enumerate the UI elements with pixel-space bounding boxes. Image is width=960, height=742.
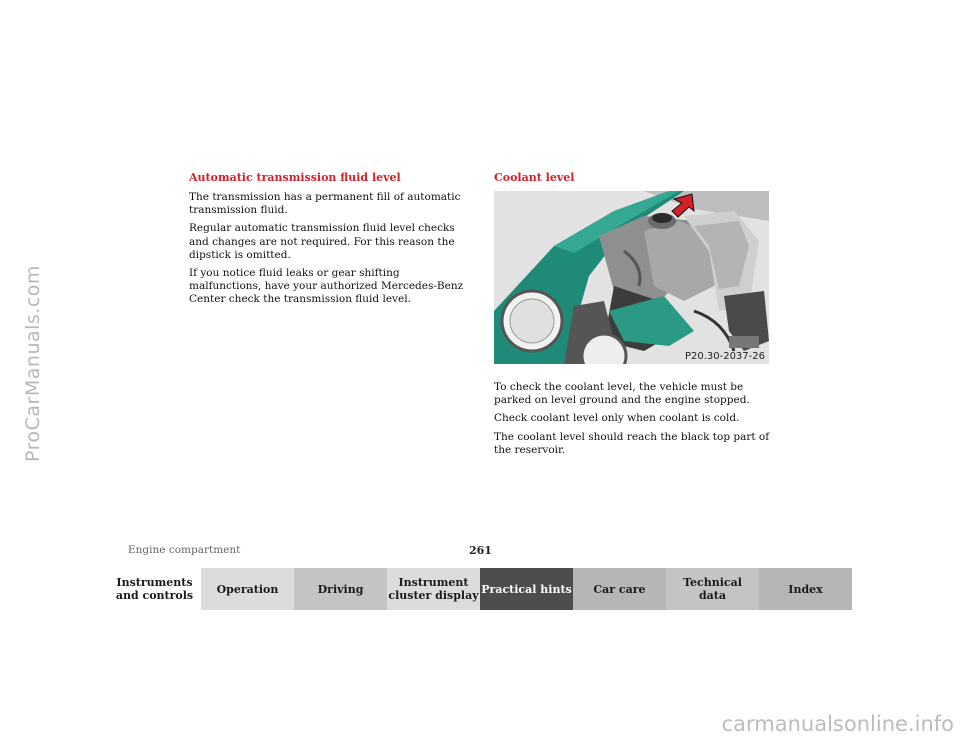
engine-compartment-illustration [494, 191, 769, 364]
tab-label: Practical hints [481, 582, 572, 596]
paragraph-leaks-malfunctions: If you notice fluid leaks or gear shifting malfunctions, have your authorized Mercedes-Benz Center check the transmission fluid level. [189, 267, 464, 306]
tab-label: Operation [216, 582, 279, 596]
engine-compartment-figure [494, 191, 769, 364]
chapter-navigation-bar [108, 568, 852, 610]
tab-label: Index [788, 582, 823, 596]
paragraph-black-top-part: The coolant level should reach the black top part of the reservoir. [494, 430, 770, 456]
page-number: 261 [469, 544, 492, 557]
tab-label: Driving [317, 582, 364, 596]
tab-operation[interactable] [201, 568, 294, 610]
tab-technical-data[interactable] [666, 568, 759, 610]
tab-label-line1: Instrument [398, 576, 469, 589]
tab-label: Car care [593, 582, 646, 596]
left-column [189, 171, 474, 312]
paragraph-check-when-cold: Check coolant level only when coolant is cold. [494, 412, 740, 425]
transmission-fluid-heading: Automatic transmission fluid level [189, 171, 401, 184]
figure-caption: P20.30-2037-26 [684, 351, 765, 362]
coolant-level-heading: Coolant level [494, 171, 575, 184]
tab-label-line2: cluster display [388, 589, 479, 602]
right-column [494, 171, 779, 462]
tab-label-line2: and controls [115, 589, 194, 602]
tab-practical-hints[interactable] [480, 568, 573, 610]
tab-label-line1: Instruments [116, 576, 193, 589]
paragraph-permanent-fill: The transmission has a permanent fill of automatic transmission fluid. [189, 191, 461, 217]
watermark-carmanualsonline: carmanualsonline.info [721, 712, 954, 736]
tab-car-care[interactable] [573, 568, 666, 610]
tab-index[interactable] [759, 568, 852, 610]
tab-instrument-cluster-display[interactable] [387, 568, 480, 610]
paragraph-checks-not-required: Regular automatic transmission fluid level checks and changes are not required. For this reason the dipstick is omitted. [189, 222, 455, 261]
tab-driving[interactable] [294, 568, 387, 610]
tab-label-line2: data [698, 589, 727, 602]
tab-instruments-and-controls[interactable] [108, 568, 201, 610]
paragraph-parked-level: To check the coolant level, the vehicle must be parked on level ground and the engine stopped. [494, 381, 750, 407]
tab-label-line1: Technical [683, 576, 742, 589]
footer-section-title: Engine compartment [128, 544, 241, 556]
watermark-procarmanuals: ProCarManuals.com [22, 265, 44, 462]
